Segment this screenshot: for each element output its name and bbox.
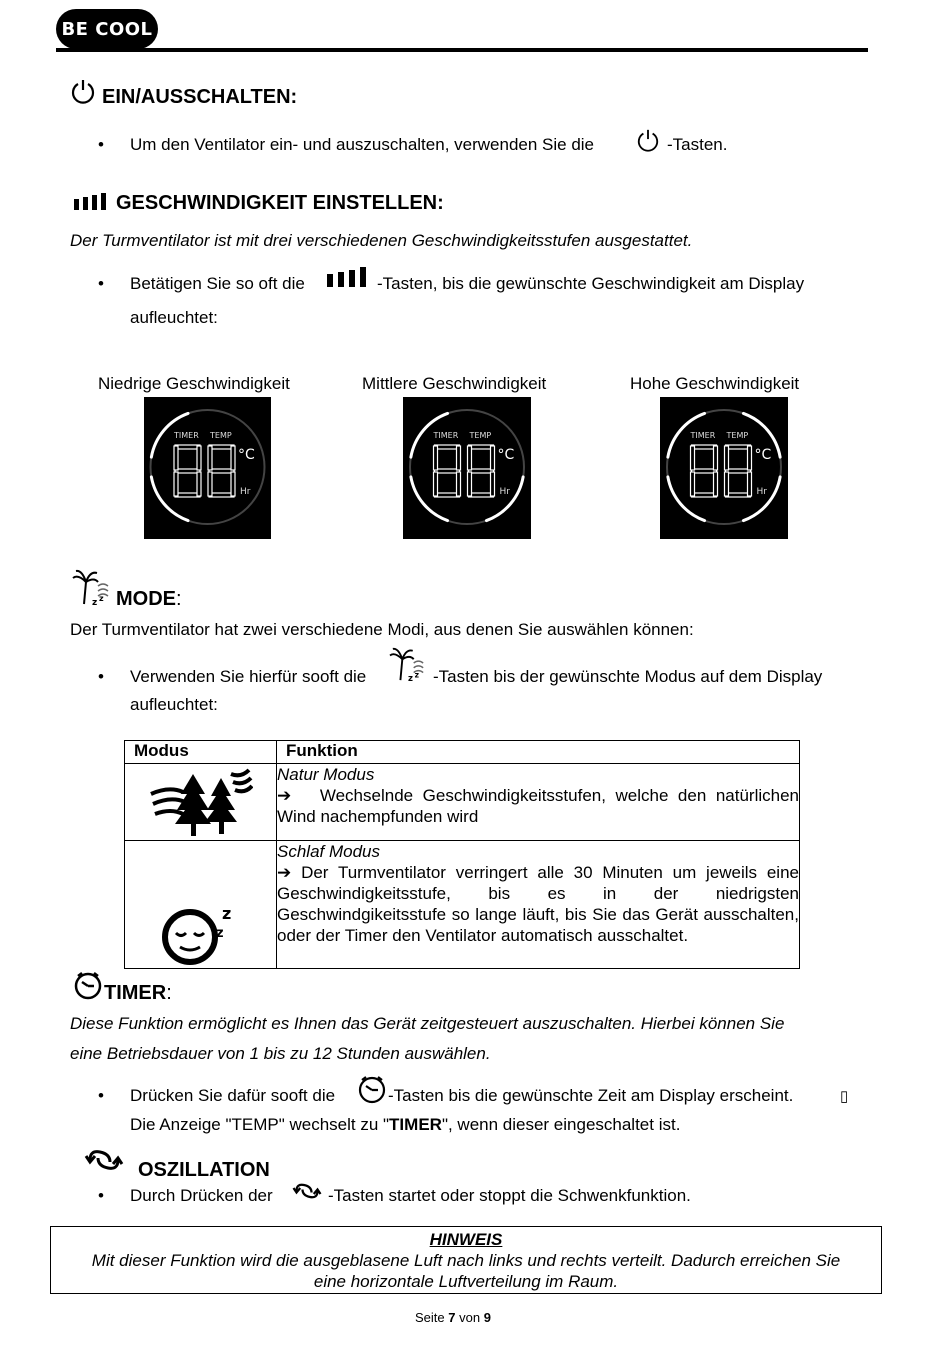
- led-segment: [231, 446, 235, 470]
- mode-icon-cell: [125, 764, 277, 841]
- mode-bullet-text: Verwenden Sie hierfür sooft die: [130, 667, 367, 686]
- arrow-icon: ➔: [277, 786, 292, 805]
- power-heading: EIN/AUSSCHALTEN:: [102, 86, 298, 108]
- svg-text:z: z: [414, 670, 420, 680]
- led-segment: [468, 446, 472, 470]
- bullet-dot: •: [98, 274, 104, 293]
- timer-bullet-post: -Tasten bis die gewünschte Zeit am Display erscheint.: [388, 1086, 794, 1105]
- led-segment: [468, 472, 472, 496]
- led-segment: [434, 472, 438, 496]
- led-segment: [725, 446, 729, 470]
- mode-bullet-post: -Tasten bis der gewünschte Modus auf dem Display: [433, 667, 823, 686]
- mode-function-cell: [277, 764, 800, 841]
- note-box: [50, 1226, 882, 1294]
- speed-intro: Der Turmventilator ist mit drei verschiedenen Geschwindigkeitsstufen ausgestattet.: [70, 231, 693, 250]
- led-segment: [174, 446, 178, 470]
- celsius-indicator: °C: [754, 447, 772, 463]
- mode-name: Natur Modus: [277, 765, 375, 784]
- bullet-dot: •: [98, 135, 104, 154]
- timer-heading-colon: :: [166, 982, 172, 1004]
- led-segment: [748, 472, 752, 496]
- led-segment: [725, 472, 729, 496]
- bullet-dot: •: [98, 1086, 104, 1105]
- celsius-indicator: °C: [497, 447, 515, 463]
- display-panel-low: [144, 397, 271, 539]
- led-segment: [435, 469, 460, 473]
- led-segment: [692, 469, 717, 473]
- led-segment: [491, 472, 495, 496]
- nature-wind-icon: [149, 768, 253, 836]
- logo-text: BE COOL: [61, 18, 153, 40]
- timer-line2-post: ", wenn dieser eingeschaltet ist.: [441, 1115, 681, 1134]
- speed-label-medium: Mittlere Geschwindigkeit: [362, 374, 547, 393]
- led-digits: [434, 445, 495, 497]
- led-segment: [491, 446, 495, 470]
- led-segment: [457, 446, 461, 470]
- led-segment: [208, 472, 212, 496]
- hours-indicator: Hr: [499, 487, 510, 497]
- led-segment: [692, 493, 717, 497]
- clock-icon: [356, 1074, 388, 1104]
- mode-palm-icon: [72, 568, 112, 606]
- timer-indicator: TIMER: [174, 431, 199, 440]
- timer-heading: TIMER: [104, 982, 167, 1004]
- speed-heading: GESCHWINDIGKEIT EINSTELLEN:: [116, 192, 444, 214]
- timer-intro-line1: Diese Funktion ermöglicht es Ihnen das Gerät zeitgesteuert auszuschalten. Hierbei können Sie: [70, 1014, 785, 1033]
- led-segment: [726, 469, 751, 473]
- hours-indicator: Hr: [240, 487, 251, 497]
- celsius-indicator: °C: [238, 447, 255, 463]
- note-title: HINWEIS: [429, 1230, 503, 1249]
- speed-arc: [668, 477, 705, 521]
- led-segment: [748, 446, 752, 470]
- led-segment: [691, 446, 695, 470]
- mode-table: [124, 740, 800, 969]
- timer-line2-bold: TIMER: [389, 1115, 442, 1134]
- oscillation-icon: [292, 1180, 322, 1202]
- power-icon: [636, 128, 660, 152]
- footer-pre: Seite: [415, 1310, 445, 1325]
- display-panel-medium: [403, 397, 531, 539]
- mode-description: Wechselnde Geschwindigkeitsstufen, welche den natürlichen Wind nachempfunden wird: [277, 786, 799, 826]
- power-bullet-post: -Tasten.: [667, 135, 728, 154]
- led-segment: [435, 445, 460, 449]
- speed-label-low: Niedrige Geschwindigkeit: [98, 374, 290, 393]
- svg-text:z: z: [408, 674, 413, 682]
- mode-description: Der Turmventilator verringert alle 30 Minuten um jeweils eine Geschwindigkeitsstufe, bis es in der niedrigsten Geschwindgikeitsstufe so lange läuft, bis Sie das Gerät ausschalten, oder der Timer den Ventilator automatisch ausschaltet.: [277, 863, 799, 945]
- led-segment: [726, 493, 751, 497]
- timer-indicator: TIMER: [690, 431, 716, 440]
- table-row: [125, 764, 800, 841]
- led-segment: [209, 469, 234, 473]
- col-function-header: Funktion: [277, 741, 800, 764]
- temp-indicator: TEMP: [726, 431, 749, 440]
- mode-function-cell: [277, 841, 800, 969]
- led-digits: [174, 445, 235, 497]
- col-mode-header: Modus: [125, 741, 277, 764]
- timer-intro-line2: eine Betriebsdauer von 1 bis zu 12 Stunden auswählen.: [70, 1044, 491, 1063]
- mode-table-header: [125, 741, 800, 764]
- page-footer: [415, 1310, 491, 1325]
- mode-name: Schlaf Modus: [277, 842, 380, 861]
- mode-heading: MODE: [116, 588, 176, 610]
- speed-label-high: Hohe Geschwindigkeit: [630, 374, 800, 393]
- timer-bullet-text: Drücken Sie dafür sooft die: [130, 1086, 336, 1105]
- temp-indicator: TEMP: [210, 431, 232, 440]
- led-segment: [197, 446, 201, 470]
- hours-indicator: Hr: [756, 487, 767, 497]
- speed-bars-icon: [327, 267, 375, 288]
- footer-page: 7: [448, 1310, 456, 1325]
- mode-heading-colon: :: [176, 588, 182, 610]
- led-segment: [692, 445, 717, 449]
- clock-icon: [72, 970, 104, 1000]
- note-line2: eine horizontale Luftverteilung im Raum.: [313, 1272, 619, 1291]
- svg-text:z: z: [221, 904, 231, 923]
- mode-intro: Der Turmventilator hat zwei verschiedene Modi, aus denen Sie auswählen können:: [70, 620, 694, 639]
- led-segment: [209, 445, 234, 449]
- led-segment: [457, 472, 461, 496]
- footer-total: 9: [483, 1310, 491, 1325]
- led-segment: [208, 446, 212, 470]
- note-line1: Mit dieser Funktion wird die ausgeblasene Luft nach links und rechts verteilt. Dadurch erreichen Sie: [91, 1251, 841, 1270]
- led-segment: [469, 493, 494, 497]
- sleep-face-icon: [156, 903, 246, 965]
- led-segment: [209, 493, 234, 497]
- led-segment: [714, 446, 718, 470]
- bullet-dot: •: [98, 667, 104, 686]
- led-segment: [726, 445, 751, 449]
- speed-bullet-post: -Tasten, bis die gewünschte Geschwindigkeit am Display: [377, 274, 805, 293]
- led-segment: [231, 472, 235, 496]
- osc-bullet-text: Durch Drücken der: [130, 1186, 273, 1205]
- power-icon: [70, 78, 96, 104]
- arrow-icon: ➔: [277, 863, 292, 882]
- header-rule: [56, 48, 868, 52]
- temp-indicator: TEMP: [469, 431, 492, 440]
- led-segment: [691, 472, 695, 496]
- speed-bullet-line2: aufleuchtet:: [130, 308, 218, 327]
- led-digits: [691, 445, 752, 497]
- speed-bars-icon: [74, 193, 114, 211]
- display-panel-high: [660, 397, 788, 539]
- led-segment: [197, 472, 201, 496]
- power-bullet-text: Um den Ventilator ein- und auszuschalten, verwenden Sie die: [130, 135, 595, 154]
- led-segment: [175, 493, 200, 497]
- speed-bullet-text: Betätigen Sie so oft die: [130, 274, 305, 293]
- mode-palm-icon: [389, 646, 427, 682]
- mode-bullet-line2: aufleuchtet:: [130, 695, 218, 714]
- led-segment: [714, 472, 718, 496]
- led-segment: [469, 445, 494, 449]
- led-segment: [435, 493, 460, 497]
- oscillation-icon: [84, 1146, 124, 1174]
- led-segment: [175, 469, 200, 473]
- table-row: [125, 841, 800, 969]
- speed-arc: [411, 477, 448, 521]
- timer-line2-pre: Die Anzeige "TEMP" wechselt zu ": [130, 1115, 390, 1134]
- footer-mid: von: [459, 1310, 481, 1325]
- speed-arc: [151, 477, 188, 521]
- timer-indicator: TIMER: [433, 431, 459, 440]
- be-cool-logo: [56, 9, 158, 49]
- svg-text:z: z: [215, 926, 224, 941]
- osc-bullet-post: -Tasten startet oder stoppt die Schwenkfunktion.: [328, 1186, 691, 1205]
- mode-icon-cell: [125, 841, 277, 969]
- oscillation-heading: OSZILLATION: [138, 1159, 270, 1181]
- led-segment: [175, 445, 200, 449]
- svg-text:z: z: [99, 594, 104, 603]
- led-segment: [434, 446, 438, 470]
- led-segment: [174, 472, 178, 496]
- led-segment: [469, 469, 494, 473]
- stray-box-glyph: ▯: [840, 1088, 849, 1105]
- svg-text:z: z: [92, 598, 98, 606]
- bullet-dot: •: [98, 1186, 104, 1205]
